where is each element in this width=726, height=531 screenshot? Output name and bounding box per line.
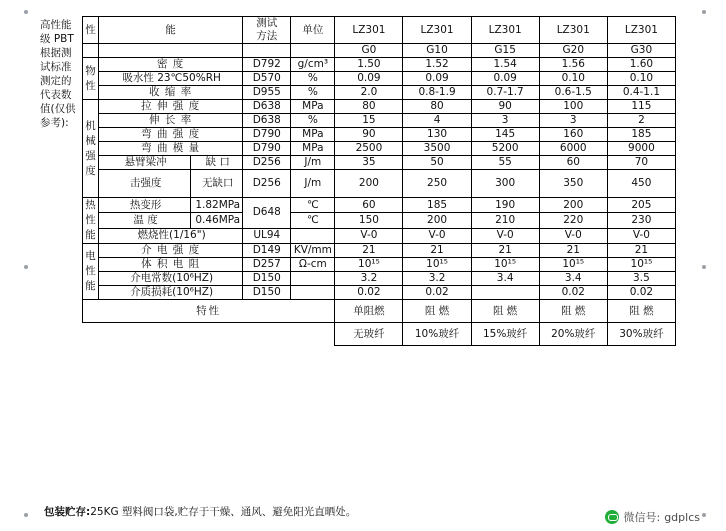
wechat-icon: [605, 510, 619, 524]
unit: KV/mm: [291, 244, 335, 258]
unit: J/m: [291, 156, 335, 170]
property-name: 燃烧性(1/16"): [99, 228, 243, 243]
property-subname: 0.46MPa: [191, 213, 243, 228]
cell-value: 100: [539, 100, 607, 114]
cell-value: 115: [607, 100, 675, 114]
feature-value-2: 无玻纤: [335, 323, 403, 346]
cell-value: 2500: [335, 142, 403, 156]
cell-value: 145: [471, 128, 539, 142]
feature-row-2: [83, 323, 676, 346]
table-row: [83, 114, 676, 128]
cell-value: 160: [539, 128, 607, 142]
test-method: D570: [243, 72, 291, 86]
cell-value: V-0: [471, 228, 539, 243]
unit: [291, 272, 335, 286]
cell-value: 10¹⁵: [403, 258, 471, 272]
property-name: 悬臂梁冲: [99, 156, 191, 170]
cell-value: [471, 286, 539, 300]
category-electrical: [83, 244, 99, 300]
cell-value: 0.7-1.7: [471, 86, 539, 100]
header-code-1: G10: [403, 44, 471, 58]
property-name: 拉 伸 强 度: [99, 100, 243, 114]
cell-value: 3: [471, 114, 539, 128]
header-grade-1: LZ301: [403, 17, 471, 44]
table-row: [83, 128, 676, 142]
table-row: [83, 100, 676, 114]
cell-value: 3.4: [539, 272, 607, 286]
cell-value: 10¹⁵: [471, 258, 539, 272]
cell-value: 0.02: [335, 286, 403, 300]
test-method: D150: [243, 286, 291, 300]
table-row: [83, 258, 676, 272]
table-row: [83, 58, 676, 72]
category-thermal-char-2: 能: [85, 229, 96, 241]
test-method: D955: [243, 86, 291, 100]
unit: MPa: [291, 100, 335, 114]
table-header-row-codes: [83, 44, 676, 58]
registration-dot: [24, 265, 28, 269]
cell-value: 185: [403, 198, 471, 213]
cell-value: 185: [607, 128, 675, 142]
feature-value: 阻 燃: [403, 300, 471, 323]
table-row: [83, 213, 676, 228]
property-name: 介 电 强 度: [99, 244, 243, 258]
cell-value: 21: [539, 244, 607, 258]
unit: g/cm³: [291, 58, 335, 72]
header-code-2: G15: [471, 44, 539, 58]
header-grade-0: LZ301: [335, 17, 403, 44]
unit: ℃: [291, 213, 335, 228]
cell-value: 80: [403, 100, 471, 114]
header-grade-3: LZ301: [539, 17, 607, 44]
test-method: D792: [243, 58, 291, 72]
test-method: D256: [243, 170, 291, 198]
cell-value: 0.10: [607, 72, 675, 86]
cell-value: 10¹⁵: [539, 258, 607, 272]
cell-value: 0.09: [403, 72, 471, 86]
cell-value: V-0: [403, 228, 471, 243]
cell-value: 300: [471, 170, 539, 198]
feature-row: [83, 300, 676, 323]
cell-value: 9000: [607, 142, 675, 156]
feature-value: 阻 燃: [607, 300, 675, 323]
category-physical-char-0: 物: [85, 64, 96, 77]
unit: J/m: [291, 170, 335, 198]
property-name: 弯 曲 模 量: [99, 142, 243, 156]
watermark-handle: gdplcs: [664, 510, 700, 524]
table-row: [83, 170, 676, 198]
cell-value: 250: [403, 170, 471, 198]
test-method: D256: [243, 156, 291, 170]
category-mechanical: [83, 100, 99, 198]
cell-value: 5200: [471, 142, 539, 156]
test-method: D149: [243, 244, 291, 258]
packaging-note-text: 25KG 塑料阀口袋,贮存于干燥、通风、避免阳光直晒处。: [90, 506, 357, 518]
cell-value: 1.50: [335, 58, 403, 72]
cell-value: 220: [539, 213, 607, 228]
unit: %: [291, 114, 335, 128]
cell-value: 6000: [539, 142, 607, 156]
cell-value: 55: [471, 156, 539, 170]
cell-value: 200: [403, 213, 471, 228]
packaging-note: [44, 504, 356, 519]
packaging-note-label: 包装贮存:: [44, 506, 91, 518]
test-method: D790: [243, 128, 291, 142]
cell-value: 21: [403, 244, 471, 258]
table-row: [83, 156, 676, 170]
cell-value: 15: [335, 114, 403, 128]
table-row: [83, 286, 676, 300]
intro-paragraph: 高性能级 PBT 根据测试标准测定的代表数值(仅供参考):: [40, 19, 76, 129]
property-name: 介质损耗(10⁶HZ): [99, 286, 243, 300]
feature-label: 特性: [83, 300, 335, 323]
cell-value: 2: [607, 114, 675, 128]
table-row: [83, 142, 676, 156]
cell-value: 90: [471, 100, 539, 114]
property-name: 热变形: [99, 198, 191, 213]
header-grade-2: LZ301: [471, 17, 539, 44]
cell-value: 0.6-1.5: [539, 86, 607, 100]
cell-value: 205: [607, 198, 675, 213]
unit: ℃: [291, 198, 335, 213]
property-name: 温 度: [99, 213, 191, 228]
header-property-1: 性: [83, 17, 99, 44]
cell-value: 0.02: [539, 286, 607, 300]
watermark-label: 微信号:: [623, 511, 661, 524]
cell-value: 0.02: [403, 286, 471, 300]
cell-value: 200: [539, 198, 607, 213]
property-name: 弯 曲 强 度: [99, 128, 243, 142]
table-row: [83, 198, 676, 213]
unit: %: [291, 86, 335, 100]
category-mechanical-char-1: 械: [85, 134, 96, 147]
cell-value: 130: [403, 128, 471, 142]
cell-value: 2.0: [335, 86, 403, 100]
category-electrical-char-1: 性: [85, 265, 96, 277]
cell-value: 3.2: [335, 272, 403, 286]
registration-dot: [24, 10, 28, 14]
table-header-row: [83, 17, 676, 44]
unit: MPa: [291, 142, 335, 156]
cell-value: 0.10: [539, 72, 607, 86]
category-mechanical-char-0: 机: [85, 119, 96, 132]
cell-value: 1.54: [471, 58, 539, 72]
header-unit: 单位: [291, 17, 335, 44]
cell-value: 10¹⁵: [607, 258, 675, 272]
cell-value: 70: [607, 156, 675, 170]
category-thermal: [83, 198, 99, 244]
property-name: 吸水性 23℃50%RH: [99, 72, 243, 86]
table-row: [83, 86, 676, 100]
cell-value: 0.8-1.9: [403, 86, 471, 100]
test-method: D648: [243, 198, 291, 229]
cell-value: V-0: [335, 228, 403, 243]
test-method: D257: [243, 258, 291, 272]
unit: %: [291, 72, 335, 86]
table-row: [83, 272, 676, 286]
feature-value: 单阻燃: [335, 300, 403, 323]
cell-value: 0.02: [607, 286, 675, 300]
cell-value: 1.56: [539, 58, 607, 72]
property-name: 收 缩 率: [99, 86, 243, 100]
cell-value: 150: [335, 213, 403, 228]
property-name: 击强度: [99, 170, 191, 198]
unit: Ω-cm: [291, 258, 335, 272]
category-thermal-char-1: 性: [85, 214, 96, 226]
cell-value: 3: [539, 114, 607, 128]
cell-value: 190: [471, 198, 539, 213]
property-name: 体 积 电 阻: [99, 258, 243, 272]
feature-value-2: 15%玻纤: [471, 323, 539, 346]
cell-value: V-0: [539, 228, 607, 243]
feature-value: 阻 燃: [471, 300, 539, 323]
category-physical: [83, 58, 99, 100]
cell-value: 0.09: [335, 72, 403, 86]
cell-value: 0.09: [471, 72, 539, 86]
table-row: [83, 244, 676, 258]
cell-value: 60: [539, 156, 607, 170]
cell-value: 210: [471, 213, 539, 228]
property-subname: 1.82MPa: [191, 198, 243, 213]
category-thermal-char-0: 热: [85, 199, 96, 211]
watermark: [605, 509, 700, 525]
cell-value: 3500: [403, 142, 471, 156]
property-subname: 缺 口: [191, 156, 243, 170]
cell-value: 50: [403, 156, 471, 170]
cell-value: 10¹⁵: [335, 258, 403, 272]
cell-value: 80: [335, 100, 403, 114]
cell-value: 200: [335, 170, 403, 198]
cell-value: V-0: [607, 228, 675, 243]
test-method: D638: [243, 100, 291, 114]
header-method-line1: 测试: [256, 17, 278, 29]
category-mechanical-char-3: 度: [85, 164, 96, 177]
feature-value-2: 30%玻纤: [607, 323, 675, 346]
property-name: 伸 长 率: [99, 114, 243, 128]
cell-value: 230: [607, 213, 675, 228]
header-code-0: G0: [335, 44, 403, 58]
test-method: UL94: [243, 228, 291, 243]
cell-value: 35: [335, 156, 403, 170]
category-electrical-char-2: 能: [85, 280, 96, 292]
table-row: [83, 72, 676, 86]
cell-value: 350: [539, 170, 607, 198]
category-mechanical-char-2: 强: [85, 149, 96, 162]
header-method-line2: 方法: [256, 30, 278, 42]
category-physical-char-1: 性: [85, 79, 96, 92]
property-subname: 无缺口: [191, 170, 243, 198]
header-property-2: 能: [99, 17, 243, 44]
cell-value: 3.5: [607, 272, 675, 286]
unit: MPa: [291, 128, 335, 142]
unit: [291, 228, 335, 243]
registration-dot: [702, 10, 706, 14]
feature-value-2: 20%玻纤: [539, 323, 607, 346]
cell-value: 3.2: [403, 272, 471, 286]
property-name: 密 度: [99, 58, 243, 72]
header-method: [243, 17, 291, 44]
cell-value: 0.4-1.1: [607, 86, 675, 100]
cell-value: 1.60: [607, 58, 675, 72]
cell-value: 4: [403, 114, 471, 128]
header-code-4: G30: [607, 44, 675, 58]
registration-dot: [24, 513, 28, 517]
cell-value: 21: [335, 244, 403, 258]
test-method: D150: [243, 272, 291, 286]
table-row: [83, 228, 676, 243]
cell-value: 60: [335, 198, 403, 213]
header-code-3: G20: [539, 44, 607, 58]
cell-value: 21: [607, 244, 675, 258]
test-method: D790: [243, 142, 291, 156]
registration-dot: [702, 513, 706, 517]
property-name: 介电常数(10⁶HZ): [99, 272, 243, 286]
feature-value: 阻 燃: [539, 300, 607, 323]
cell-value: 450: [607, 170, 675, 198]
specification-table: [82, 16, 676, 346]
cell-value: 90: [335, 128, 403, 142]
header-grade-4: LZ301: [607, 17, 675, 44]
test-method: D638: [243, 114, 291, 128]
unit: [291, 286, 335, 300]
category-electrical-char-0: 电: [85, 250, 96, 262]
cell-value: 3.4: [471, 272, 539, 286]
registration-dot: [702, 265, 706, 269]
feature-value-2: 10%玻纤: [403, 323, 471, 346]
cell-value: 21: [471, 244, 539, 258]
cell-value: 1.52: [403, 58, 471, 72]
